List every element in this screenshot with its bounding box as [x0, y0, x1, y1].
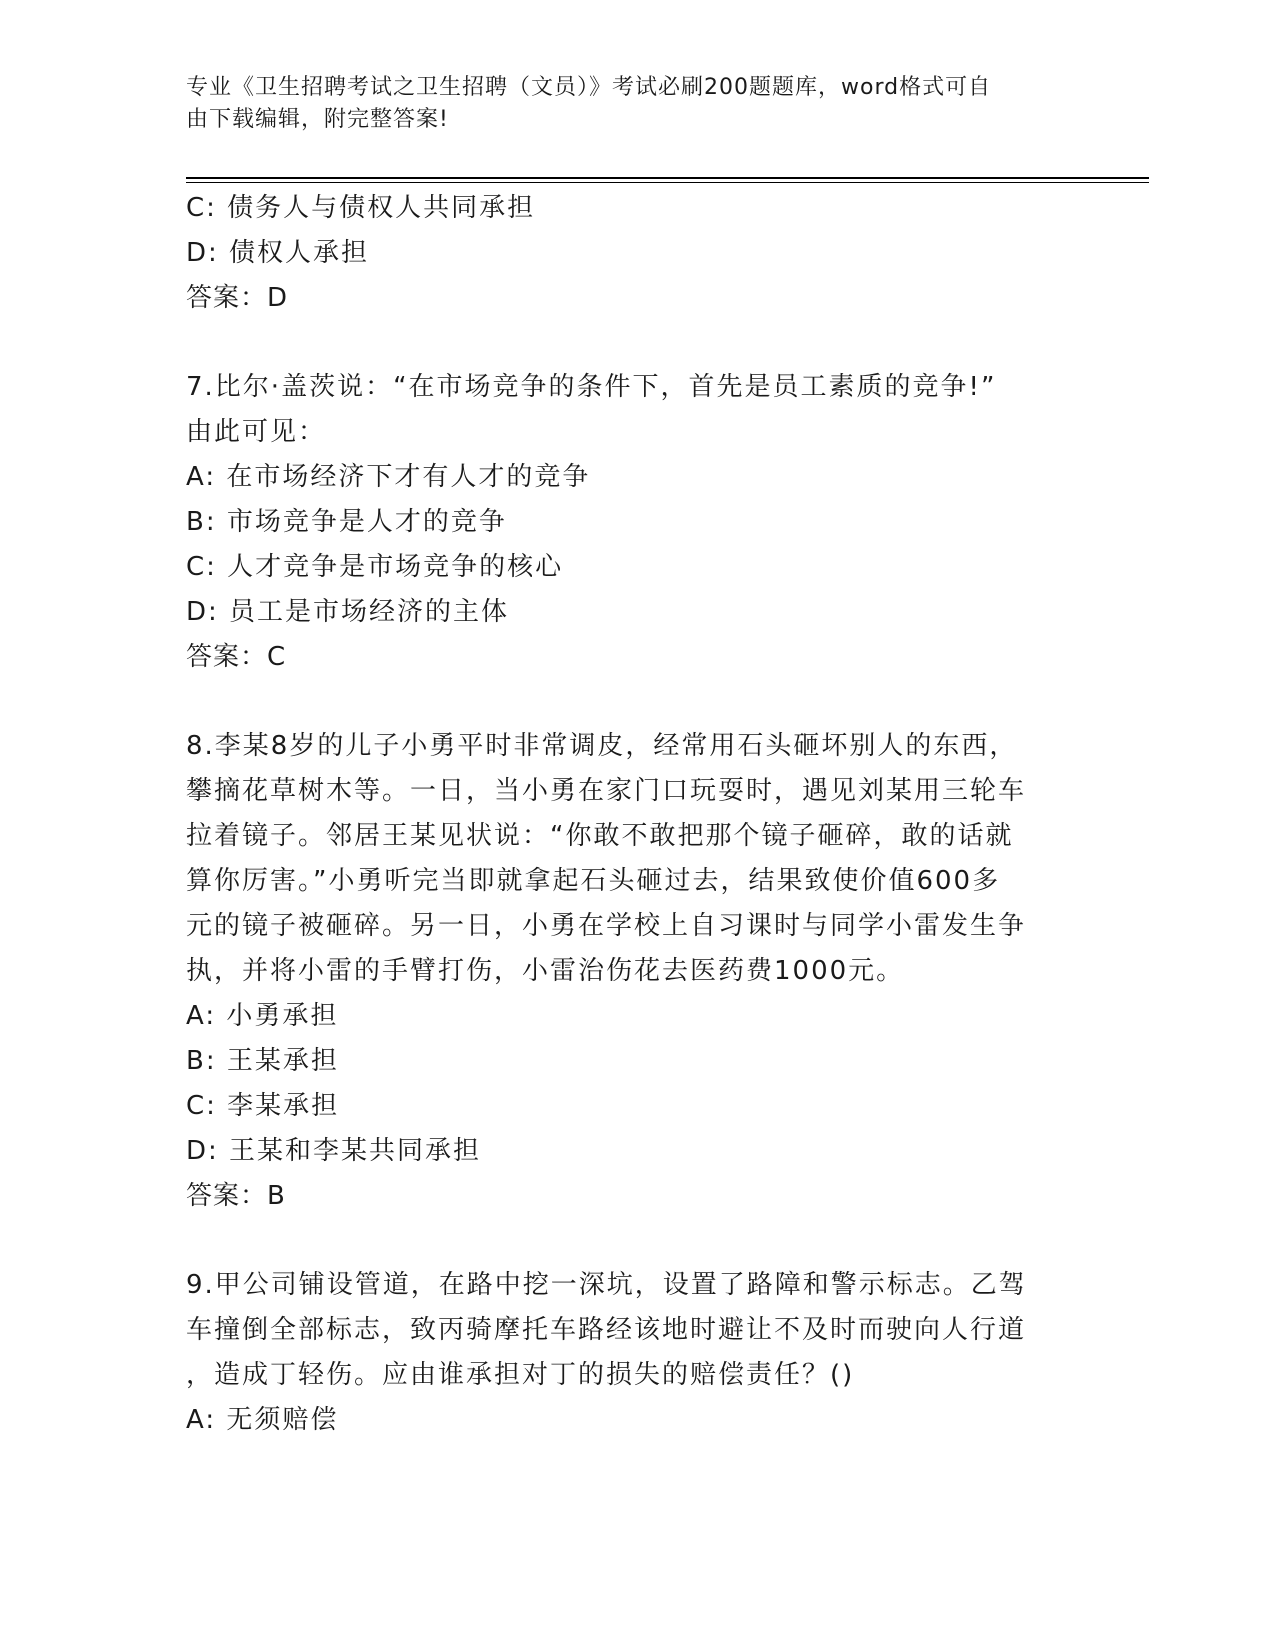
question-text-line: 攀摘花草树木等。一日，当小勇在家门口玩耍时，遇见刘某用三轮车: [186, 776, 1027, 806]
header-line-1: 专业《卫生招聘考试之卫生招聘（文员）》考试必刷200题题库，word格式可自: [186, 75, 992, 100]
option-a: A: 小勇承担: [186, 1001, 339, 1031]
option-c: C: 李某承担: [186, 1091, 340, 1121]
question-text-line: 7.比尔·盖茨说：“在市场竞争的条件下，首先是员工素质的竞争!”: [186, 372, 997, 402]
question-9: [186, 1263, 1066, 1443]
option-c: C: 人才竞争是市场竞争的核心: [186, 552, 564, 582]
option-b: B: 王某承担: [186, 1046, 339, 1076]
header-line-2: 由下载编辑，附完整答案!: [186, 107, 449, 132]
question-text-line: 车撞倒全部标志，致丙骑摩托车路经该地时避让不及时而驶向人行道: [186, 1315, 1027, 1345]
question-text-line: 拉着镜子。邻居王某见状说：“你敢不敢把那个镜子砸碎，敢的话就: [186, 821, 1014, 851]
question-text-line: 算你厉害。”小勇听完当即就拿起石头砸过去，结果致使价值600多: [186, 866, 1001, 896]
option-d: D: 债权人承担: [186, 238, 370, 268]
question-text-line: 由此可见：: [186, 417, 327, 447]
header-divider-thick: [186, 177, 1149, 179]
answer-line: 答案：B: [186, 1181, 286, 1211]
option-d: D: 员工是市场经济的主体: [186, 597, 510, 627]
answer-line: 答案：D: [186, 283, 289, 313]
question-7: [186, 365, 1066, 680]
page-header: [186, 72, 1066, 136]
question-text-line: ，造成丁轻伤。应由谁承担对丁的损失的赔偿责任？(): [186, 1360, 855, 1390]
question-text-line: 9.甲公司铺设管道，在路中挖一深坑，设置了路障和警示标志。乙驾: [186, 1270, 1027, 1300]
spacer: [186, 1219, 1066, 1263]
option-a: A: 在市场经济下才有人才的竞争: [186, 462, 591, 492]
spacer: [186, 321, 1066, 365]
option-b: B: 市场竞争是人才的竞争: [186, 507, 507, 537]
question-text-line: 执，并将小雷的手臂打伤，小雷治伤花去医药费1000元。: [186, 956, 905, 986]
option-d: D: 王某和李某共同承担: [186, 1136, 482, 1166]
prev-question-block: [186, 186, 1066, 321]
question-text-line: 元的镜子被砸碎。另一日，小勇在学校上自习课时与同学小雷发生争: [186, 911, 1027, 941]
question-content: [186, 186, 1066, 1443]
header-divider-thin: [186, 182, 1149, 183]
answer-line: 答案：C: [186, 642, 287, 672]
question-text-line: 8.李某8岁的儿子小勇平时非常调皮，经常用石头砸坏别人的东西，: [186, 731, 1018, 761]
question-8: [186, 724, 1066, 1219]
spacer: [186, 680, 1066, 724]
option-a: A: 无须赔偿: [186, 1405, 339, 1435]
option-c: C: 债务人与债权人共同承担: [186, 193, 536, 223]
